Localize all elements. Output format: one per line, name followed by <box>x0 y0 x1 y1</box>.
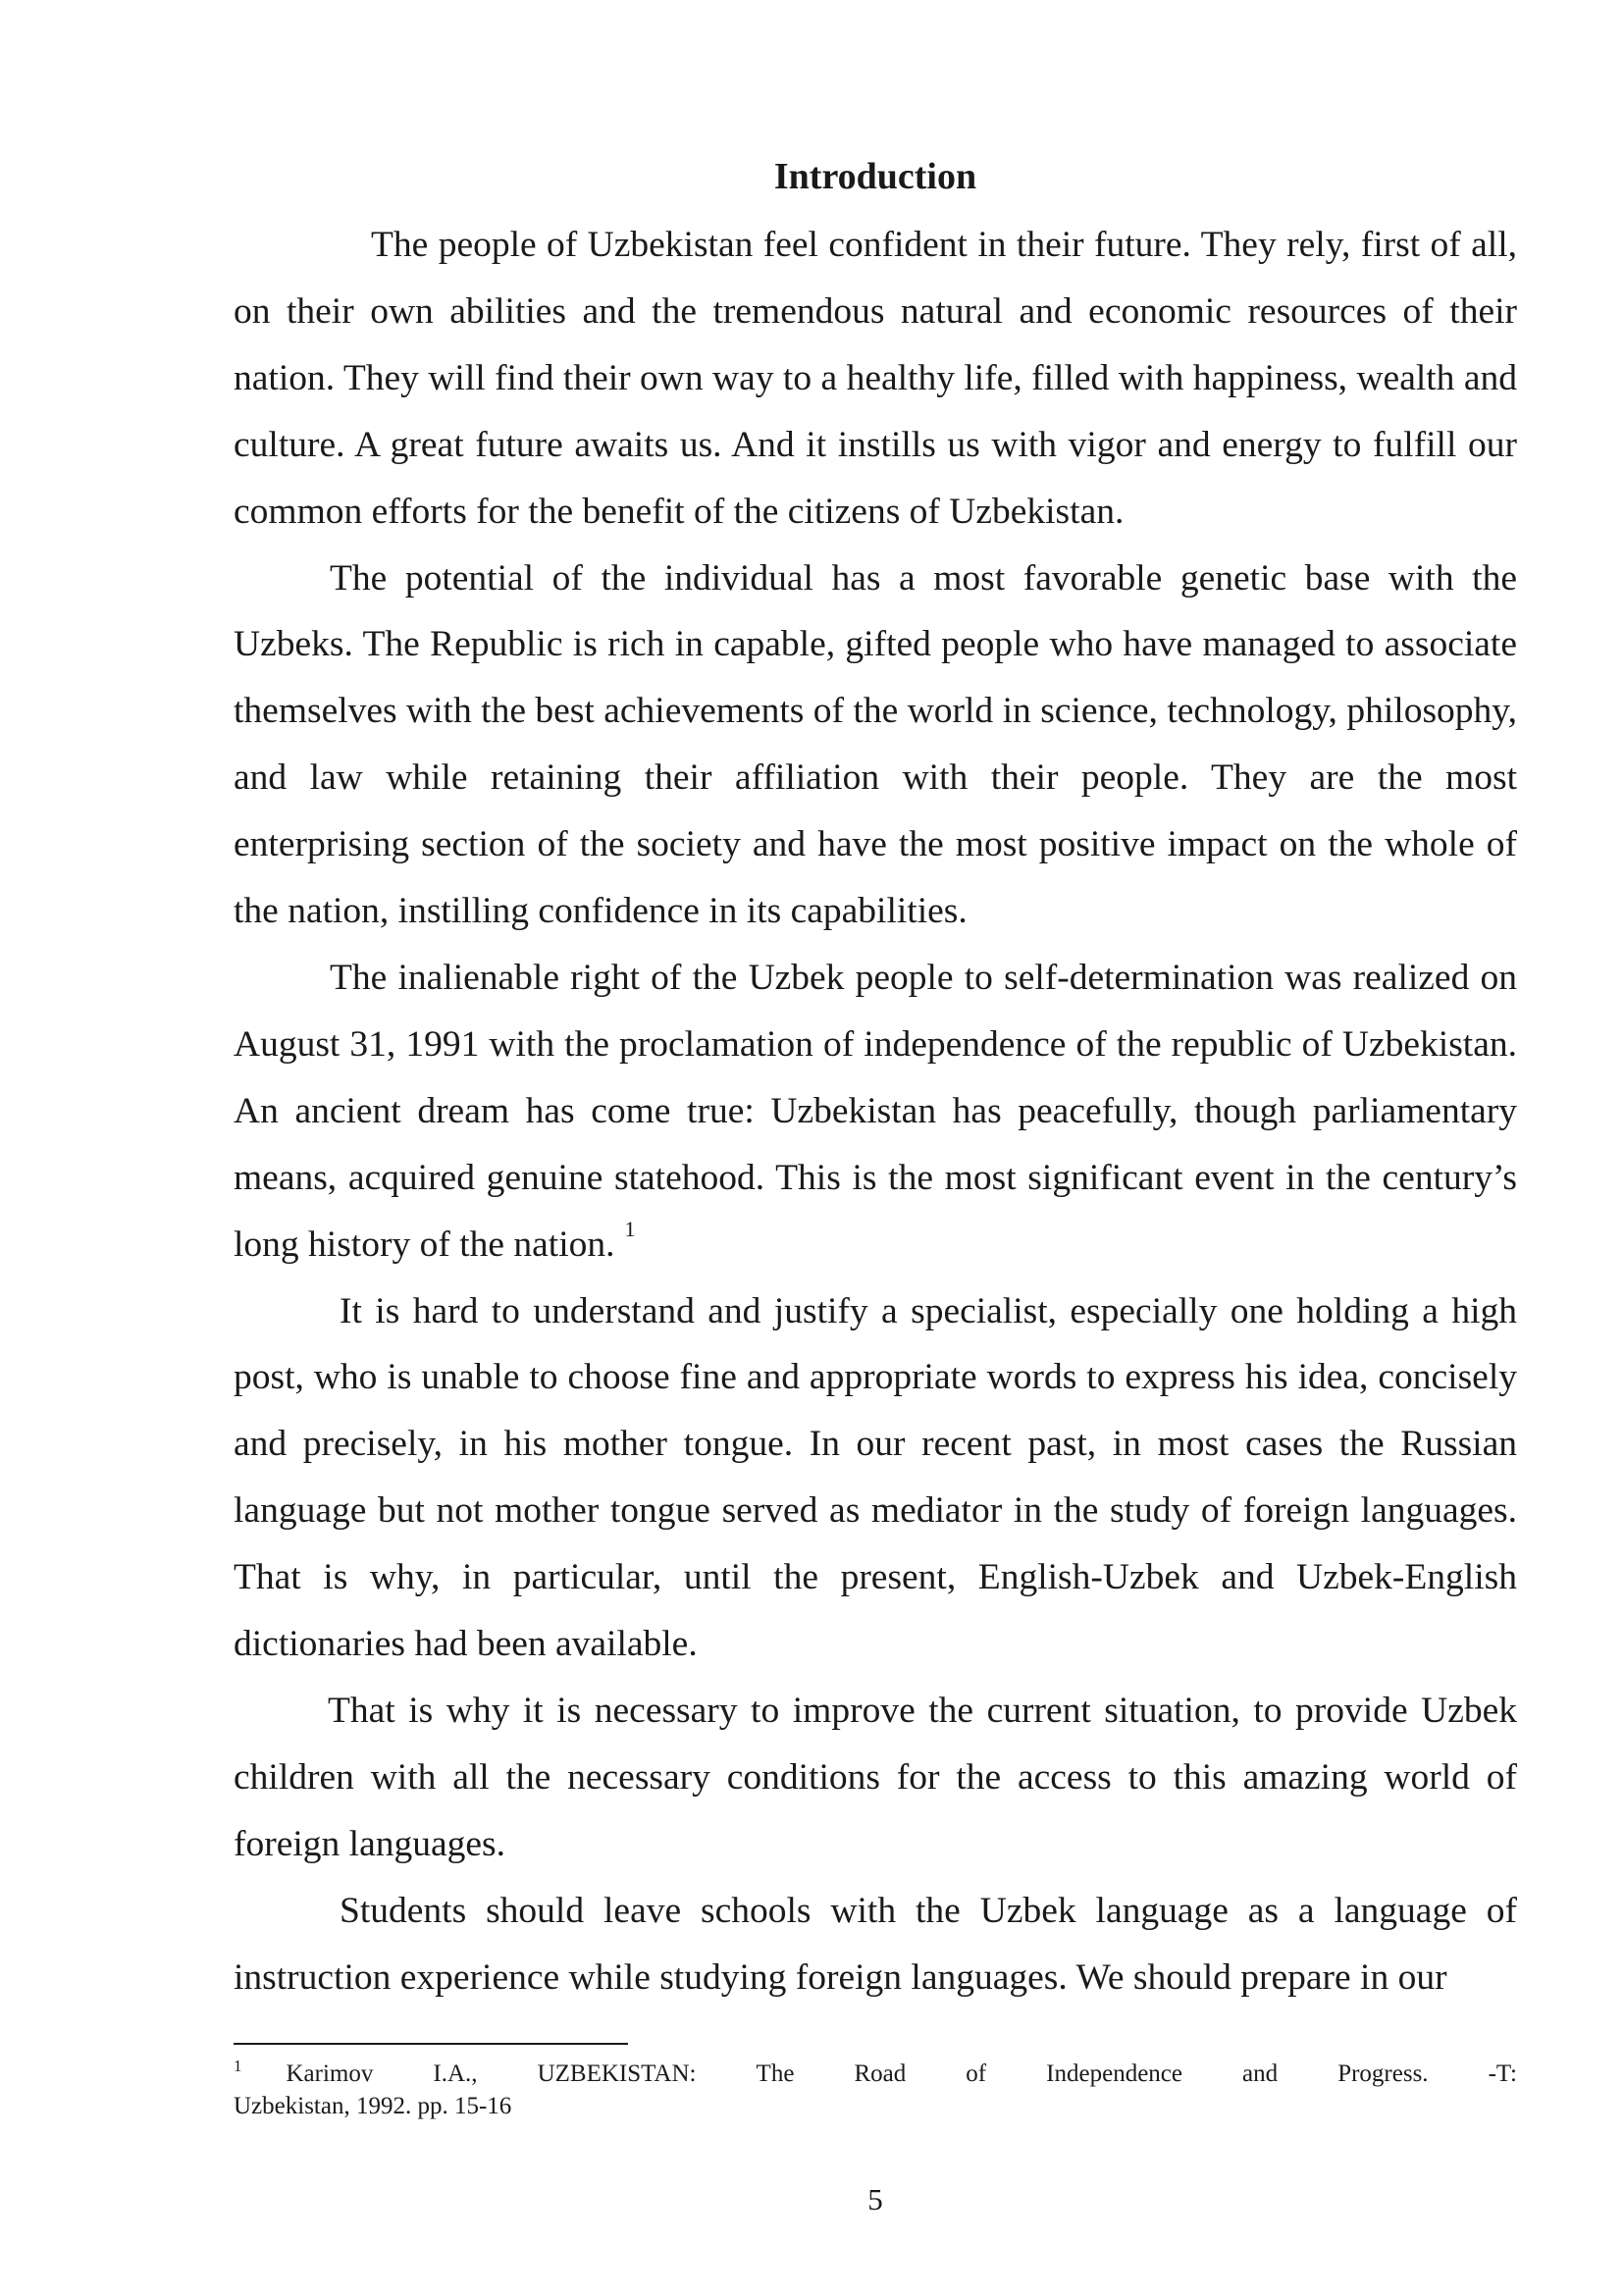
footnote-word: The <box>756 2060 795 2087</box>
footnote-line <box>234 2059 1517 2091</box>
footnote-word: Karimov <box>286 2060 374 2087</box>
footnote <box>234 2059 1517 2121</box>
paragraph: Students should leave schools with the Uzbek language as a language of instruction experience while studying foreign languages. We should prepare in our <box>234 1890 1517 1998</box>
footnote-word: -T: <box>1488 2060 1517 2087</box>
paragraph: The people of Uzbekistan feel confident in their future. They rely, first of all, on their own abilities and the tremendous natural and economic resources of their nation. They will find their own way to a healthy life, filled with happiness, wealth and culture. A great future awaits us. And it instills us with vigor and energy to fulfill our common efforts for the benefit of the citizens of Uzbekistan. <box>234 225 1517 532</box>
paragraph-with-footnote <box>234 945 1517 1278</box>
footnote-mark: 1 <box>234 2057 242 2075</box>
footnote-mark-group <box>234 2059 373 2091</box>
footnote-divider <box>234 2043 628 2045</box>
body-text <box>234 212 1517 2010</box>
footnote-reference[interactable]: 1 <box>624 1216 636 1241</box>
footnote-word: of <box>966 2060 987 2087</box>
paragraph: The potential of the individual has a most favorable genetic base with the Uzbeks. The Republic is rich in capable, gifted people who have managed to associate themselves with the best achievements of the world in science, technology, philosophy, and law while retaining their affiliation with their people. They are the most enterprising section of the society and have the most positive impact on the whole of the nation, instilling confidence in its capabilities. <box>234 557 1517 932</box>
paragraph-text: The inalienable right of the Uzbek people to self-determination was realized on August 31, 1991 with the proclamation of independence of the republic of Uzbekistan. An ancient dream has come true: Uzbekistan has peacefully, though parliamentary means, acquired genuine statehood. This is the most significant event in the century’s long history of the nation. <box>234 957 1517 1265</box>
paragraph: That is why it is necessary to improve the current situation, to provide Uzbek children with all the necessary conditions for the access to this amazing world of foreign languages. <box>234 1690 1517 1864</box>
page-number: 5 <box>867 2182 883 2216</box>
footnote-word: Independence <box>1046 2060 1182 2087</box>
footnote-word: Progress. <box>1337 2060 1429 2087</box>
paragraph: It is hard to understand and justify a specialist, especially one holding a high post, who is unable to choose fine and appropriate words to express his idea, concisely and precisely, in his mother tongue. In our recent past, in most cases the Russian language but not mother tongue served as mediator in the study of foreign languages. That is why, in particular, until the present, English-Uzbek and Uzbek-English dictionaries had been available. <box>234 1290 1517 1665</box>
page-title: Introduction <box>773 156 977 197</box>
footnote-word: I.A., <box>433 2060 478 2087</box>
footnote-line: Uzbekistan, 1992. pp. 15-16 <box>234 2093 512 2119</box>
footnote-word: Road <box>854 2060 907 2087</box>
footnote-word: UZBEKISTAN: <box>537 2060 697 2087</box>
footnote-word: and <box>1242 2060 1279 2087</box>
